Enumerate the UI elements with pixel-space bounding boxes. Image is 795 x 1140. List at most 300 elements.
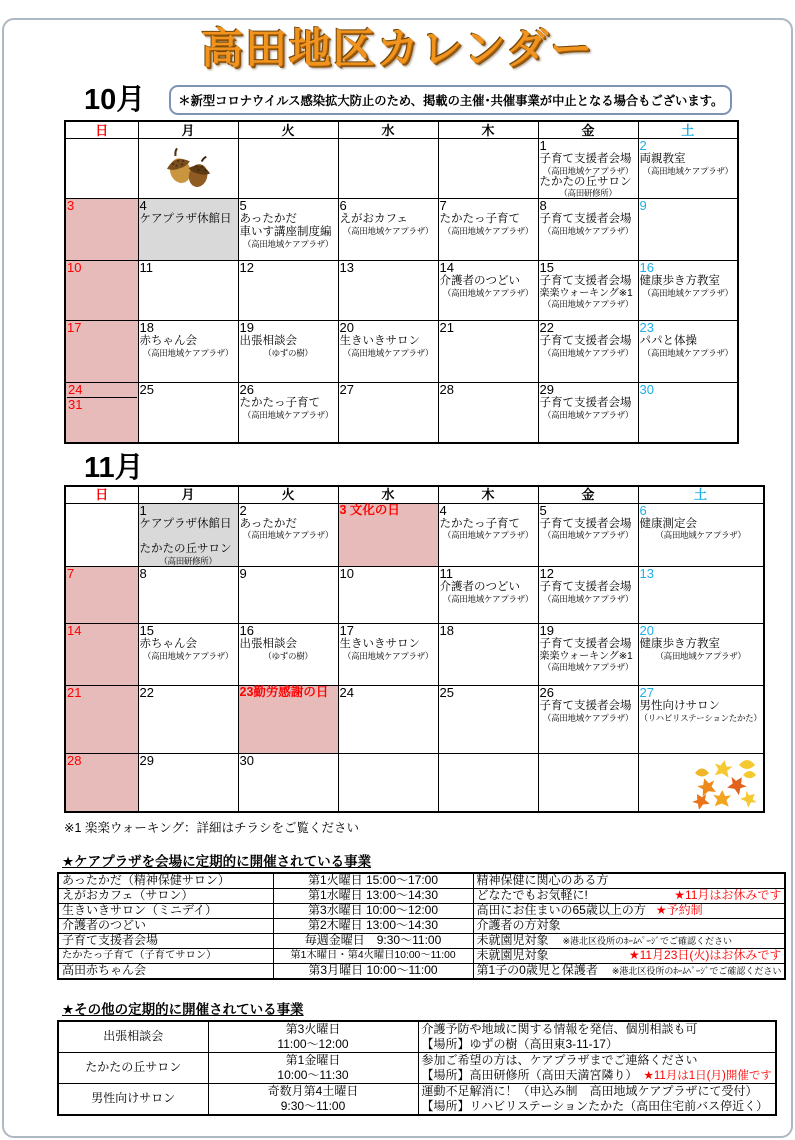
calendar-day-cell: [138, 139, 238, 199]
calendar-day-cell: [65, 261, 138, 321]
calendar-week-row: [65, 503, 764, 566]
calendar-day-cell: [338, 139, 438, 199]
schedule-time: 9:30～11:00: [280, 1098, 346, 1113]
program-name: 介護者のつどい: [58, 918, 273, 933]
day-number: 13: [639, 566, 654, 582]
event-venue: （リハビリステーションたかた）: [639, 712, 762, 723]
calendar-day-cell: [65, 199, 138, 261]
day-number: 7: [67, 566, 75, 582]
day-number: 4: [439, 502, 447, 518]
day-number: 17: [67, 320, 82, 336]
day-number: 28: [67, 753, 82, 769]
event-venue: （高田地域ケアプラザ）: [542, 347, 634, 358]
program-schedule: [208, 1052, 418, 1083]
program-schedule: [208, 1021, 418, 1053]
calendar-day-cell: [438, 321, 538, 383]
weekday-header-mon: 月: [138, 121, 238, 139]
calendar-day-cell: [438, 261, 538, 321]
event-line: えがおカフェ: [339, 213, 408, 226]
event-line: 赤ちゃん会: [139, 637, 197, 650]
event-line: 健康歩き方教室: [639, 275, 720, 288]
calendar-day-cell: [438, 199, 538, 261]
event-venue: （高田地域ケアプラザ）: [542, 165, 634, 176]
program-target: [473, 873, 785, 889]
day-number: 21: [439, 320, 454, 336]
calendar-day-cell: [138, 261, 238, 321]
event-venue: （高田地域ケアプラザ）: [342, 225, 434, 236]
calendar-day-cell: [438, 567, 538, 624]
calendar-day-cell: [438, 624, 538, 686]
event-venue: （高田地域ケアプラザ）: [542, 409, 634, 420]
schedule-time: 11:00～12:00: [277, 1036, 349, 1051]
day-number: 1: [539, 138, 547, 153]
calendar-split-day: [67, 398, 137, 412]
day-number: 8: [139, 566, 147, 582]
calendar-day-cell: [65, 754, 138, 812]
page-title: 高田地区カレンダー: [200, 25, 595, 72]
program-note-red: ★11月23日(火)はお休みです: [628, 947, 782, 962]
weekday-header-sun: 日: [65, 486, 138, 504]
calendar-week-row: [65, 754, 764, 812]
calendar-day-cell: [338, 199, 438, 261]
event-line: たかたの丘サロン: [139, 543, 232, 556]
day-number: 11: [439, 566, 453, 582]
day-number: 14: [67, 623, 82, 639]
calendar-day-cell: [65, 686, 138, 754]
day-number: 25: [439, 685, 454, 701]
event-line: 子育て支援者会場: [539, 335, 632, 348]
calendar-day-cell: [538, 383, 638, 443]
november-label: 11月: [84, 451, 144, 484]
day-number: 5: [539, 502, 547, 518]
event-line: 子育て支援者会場: [539, 580, 632, 593]
weekday-header-fri: 金: [538, 121, 638, 139]
calendar-day-cell: [238, 503, 338, 566]
program-note-red: ★予約制: [655, 902, 703, 917]
program-target: [473, 963, 785, 979]
program-name: 高田赤ちゃん会: [58, 963, 273, 979]
calendar-day-cell: [638, 321, 738, 383]
event-venue: （高田地域ケアプラザ）: [142, 650, 234, 661]
calendar-day-cell: [638, 383, 738, 443]
program-name: たかたの丘サロン: [58, 1052, 208, 1083]
event-line: たかたっ子育て: [439, 213, 520, 226]
description-line: 介護予防や地域に関する情報を発信、個別相談も可: [421, 1022, 698, 1037]
event-line: [140, 530, 237, 543]
event-line: 楽楽ウォーキング※1: [539, 650, 633, 662]
day-number: 31: [68, 397, 83, 413]
calendar-day-cell: [238, 754, 338, 812]
careplaza-events-heading: ★ケアプラザを会場に定期的に開催されている事業: [62, 853, 372, 869]
day-number: 10: [339, 566, 354, 582]
calendar-day-cell: [338, 567, 438, 624]
weekday-header-wed: 水: [338, 486, 438, 504]
holiday-label: 3 文化の日: [339, 502, 400, 517]
event-venue: （高田地域ケアプラザ）: [655, 530, 746, 541]
program-schedule: 第1木曜日・第4火曜日10:00～11:00: [273, 948, 473, 963]
event-line: たかたっ子育て: [439, 517, 520, 530]
event-line: 健康歩き方教室: [639, 637, 720, 650]
day-number: 6: [339, 198, 347, 214]
calendar-day-cell: [138, 624, 238, 686]
calendar-day-cell: [638, 261, 738, 321]
program-row: [58, 918, 785, 933]
day-number: 21: [67, 685, 82, 701]
program-row: [58, 1083, 776, 1115]
event-venue: （高田地域ケアプラザ）: [542, 593, 634, 604]
october-label: 10月: [84, 83, 146, 116]
day-number: 27: [339, 382, 354, 398]
calendar-day-cell: [138, 321, 238, 383]
calendar-day-cell: [438, 383, 538, 443]
other-events-heading: ★その他の定期的に開催されている事業: [62, 1001, 304, 1017]
program-target: [473, 888, 785, 903]
place-note-red: ★11月は1日(月)開催です: [643, 1069, 772, 1082]
event-line: 両親教室: [639, 152, 686, 165]
calendar-day-cell: [238, 624, 338, 686]
event-line: 子育て支援者会場: [539, 213, 632, 226]
day-number: 14: [439, 260, 454, 276]
event-line: 出張相談会: [239, 335, 297, 348]
walking-footnote: ※1 楽楽ウォーキング：詳細はチラシをご覧ください: [64, 820, 360, 835]
event-line: 介護者のつどい: [439, 275, 520, 288]
day-number: 20: [639, 623, 654, 639]
program-note-small: ※港北区役所のﾎｰﾑﾍﾟｰｼﾞでご確認ください: [562, 935, 733, 946]
calendar-day-cell: [65, 567, 138, 624]
program-row: [58, 933, 785, 948]
calendar-split-day: [67, 383, 137, 398]
day-number: 22: [539, 320, 554, 336]
event-venue: （高田地域ケアプラザ）: [655, 650, 746, 661]
program-note-red: ★11月はお休みです: [674, 887, 782, 902]
program-name: あったかだ（精神保健サロン）: [58, 873, 273, 889]
day-number: 22: [139, 685, 154, 701]
day-number: 24: [339, 685, 354, 701]
program-row: [58, 948, 785, 963]
event-line: 子育て支援者会場: [539, 699, 632, 712]
schedule-day: 奇数月第4土曜日: [267, 1084, 359, 1099]
event-venue: （高田地域ケアプラザ）: [542, 530, 634, 541]
target-text: 第1子の0歳児と保護者: [476, 962, 598, 977]
careplaza-events-table: [57, 872, 786, 980]
calendar-day-cell: [238, 383, 338, 443]
target-text: 介護者の方対象: [476, 917, 561, 932]
holiday-label: 23勤労感謝の日: [239, 685, 329, 700]
place-line: [422, 1068, 772, 1083]
event-venue: （高田研修所）: [559, 188, 617, 199]
calendar-day-cell: [538, 624, 638, 686]
event-line: ケアプラザ休館日: [139, 517, 232, 530]
calendar-week-row: [65, 383, 738, 443]
event-venue: （ゆずの樹）: [263, 347, 313, 358]
day-number: 17: [339, 623, 354, 639]
description-line: 参加ご希望の方は、ケアプラザまでご連絡ください: [421, 1052, 698, 1067]
day-number: 13: [339, 260, 354, 276]
calendar-week-row: [65, 139, 738, 199]
event-venue: （高田地域ケアプラザ）: [242, 409, 334, 420]
target-text: 未就園児対象: [476, 947, 549, 962]
program-target: [473, 918, 785, 933]
event-venue: （高田地域ケアプラザ）: [542, 225, 634, 236]
event-line: 出張相談会: [239, 637, 297, 650]
day-number: 24: [68, 382, 83, 398]
calendar-day-cell: [138, 686, 238, 754]
calendar-day-cell: [138, 199, 238, 261]
program-description: [418, 1021, 776, 1053]
weekday-header-sat: 土: [638, 121, 738, 139]
event-line: あったかだ: [239, 213, 297, 226]
calendar-day-cell: [338, 754, 438, 812]
calendar-day-cell: [138, 503, 238, 566]
weekday-header-sun: 日: [65, 121, 138, 139]
event-line: 車いす講座制度編: [239, 225, 332, 238]
calendar-day-cell: [338, 624, 438, 686]
calendar-day-cell: [238, 321, 338, 383]
calendar-day-cell: [438, 139, 538, 199]
event-line: 健康測定会: [639, 517, 697, 530]
weekday-header-sat: 土: [638, 486, 764, 504]
calendar-day-cell: [538, 199, 638, 261]
event-line: たかたの丘サロン: [539, 175, 632, 188]
day-number: 23: [639, 320, 654, 336]
november-calendar: [64, 485, 765, 813]
event-venue: （高田地域ケアプラザ）: [342, 347, 434, 358]
calendar-day-cell: [638, 199, 738, 261]
weekday-header-wed: 水: [338, 121, 438, 139]
day-number: 11: [139, 260, 153, 276]
day-number: 20: [339, 320, 354, 336]
calendar-day-cell: [238, 199, 338, 261]
other-events-table: [57, 1020, 777, 1116]
day-number: 8: [539, 198, 547, 214]
program-row: [58, 888, 785, 903]
calendar-day-cell: [138, 383, 238, 443]
calendar-week-row: [65, 199, 738, 261]
day-number: 29: [539, 382, 554, 398]
day-number: 18: [139, 320, 154, 336]
program-row: [58, 903, 785, 918]
weekday-header-thu: 木: [438, 121, 538, 139]
program-schedule: 第3月曜日 10:00～11:00: [273, 963, 473, 979]
weekday-header-thu: 木: [438, 486, 538, 504]
calendar-day-cell: [538, 567, 638, 624]
event-line: たかたっ子育て: [239, 397, 320, 410]
calendar-day-cell: [238, 139, 338, 199]
event-venue: （高田地域ケアプラザ）: [542, 712, 634, 723]
calendar-week-row: [65, 686, 764, 754]
target-text: どなたでもお気軽に!: [476, 887, 588, 902]
calendar-day-cell: [338, 383, 438, 443]
schedule-day: 第3火曜日: [285, 1022, 341, 1037]
calendar-day-cell: [538, 686, 638, 754]
calendar-day-cell: [338, 261, 438, 321]
program-schedule: 第1水曜日 13:00～14:30: [273, 888, 473, 903]
calendar-day-cell: [538, 321, 638, 383]
program-name: 出張相談会: [58, 1021, 208, 1053]
calendar-week-row: [65, 261, 738, 321]
program-name: たかたっ子育て（子育てサロン）: [58, 948, 273, 963]
program-target: [473, 948, 785, 963]
day-number: 9: [639, 198, 647, 214]
weekday-header-tue: 火: [238, 121, 338, 139]
day-number: 15: [139, 623, 154, 639]
day-number: 10: [67, 260, 82, 276]
day-number: 5: [239, 198, 247, 214]
day-number: 25: [139, 382, 154, 398]
event-line: ケアプラザ休館日: [139, 213, 232, 226]
calendar-day-cell: [138, 567, 238, 624]
program-name: 生きいきサロン（ミニデイ）: [58, 903, 273, 918]
place-text: 【場所】高田研修所（高田天満宮隣り）: [421, 1067, 638, 1082]
schedule-day: 第1金曜日: [285, 1053, 341, 1068]
calendar-day-cell: [638, 139, 738, 199]
event-venue: （高田地域ケアプラザ）: [242, 238, 334, 249]
event-line: 楽楽ウォーキング※1: [539, 287, 633, 299]
target-text: 未就園児対象: [476, 932, 549, 947]
event-line: 子育て支援者会場: [539, 637, 632, 650]
program-schedule: 毎週金曜日 9:30～11:00: [273, 933, 473, 948]
calendar-day-cell: [438, 503, 538, 566]
day-number: 16: [239, 623, 254, 639]
weekday-header-tue: 火: [238, 486, 338, 504]
day-number: 7: [439, 198, 447, 214]
calendar-day-cell: [238, 686, 338, 754]
place-text: 【場所】ゆずの樹（高田東3-11-17）: [421, 1036, 618, 1051]
program-schedule: 第1火曜日 15:00～17:00: [273, 873, 473, 889]
event-line: 男性向けサロン: [639, 699, 720, 712]
calendar-day-cell: [238, 261, 338, 321]
calendar-day-cell: [238, 567, 338, 624]
calendar-day-cell: [138, 754, 238, 812]
place-line: [422, 1099, 772, 1114]
program-row: [58, 1052, 776, 1083]
calendar-day-cell: [538, 503, 638, 566]
event-venue: （高田地域ケアプラザ）: [442, 225, 534, 236]
event-venue: （高田地域ケアプラザ）: [442, 593, 534, 604]
event-venue: （高田地域ケアプラザ）: [642, 165, 733, 176]
day-number: 19: [239, 320, 254, 336]
day-number: 28: [439, 382, 454, 398]
acorns-illustration: [140, 139, 237, 191]
event-venue: （ゆずの樹）: [263, 650, 313, 661]
event-venue: （高田地域ケアプラザ）: [342, 650, 434, 661]
calendar-day-cell: [638, 567, 764, 624]
calendar-week-row: [65, 624, 764, 686]
target-text: 高田にお住まいの65歳以上の方: [476, 902, 646, 917]
event-venue: （高田地域ケアプラザ）: [542, 299, 634, 310]
calendar-day-cell: [338, 321, 438, 383]
target-text: 精神保健に関心のある方: [476, 872, 609, 887]
calendar-day-cell: [638, 686, 764, 754]
event-venue: （高田研修所）: [159, 556, 217, 567]
day-number: 2: [639, 138, 647, 153]
program-row: [58, 963, 785, 979]
day-number: 12: [239, 260, 254, 276]
day-number: 18: [439, 623, 454, 639]
event-line: パパと体操: [639, 335, 697, 348]
weekday-header-mon: 月: [138, 486, 238, 504]
event-line: 赤ちゃん会: [139, 335, 197, 348]
calendar-day-cell: [438, 686, 538, 754]
place-line: [422, 1037, 772, 1052]
day-number: 9: [239, 566, 247, 582]
event-line: 介護者のつどい: [439, 580, 520, 593]
schedule-time: 10:00～11:30: [277, 1067, 349, 1082]
program-target: [473, 933, 785, 948]
program-schedule: 第3水曜日 10:00～12:00: [273, 903, 473, 918]
calendar-day-cell: [538, 139, 638, 199]
calendar-week-row: [65, 567, 764, 624]
event-line: 子育て支援者会場: [539, 397, 632, 410]
event-line: 子育て支援者会場: [539, 275, 632, 288]
event-line: 子育て支援者会場: [539, 152, 632, 165]
weekday-header-fri: 金: [538, 486, 638, 504]
weekday-header-row: [65, 121, 738, 139]
program-note-small: ※港北区役所のﾎｰﾑﾍﾟｰｼﾞでご確認ください: [611, 965, 782, 976]
program-description: [418, 1083, 776, 1115]
program-target: [473, 903, 785, 918]
october-header-row: [84, 84, 795, 116]
event-venue: （高田地域ケアプラザ）: [542, 661, 634, 672]
day-number: 29: [139, 753, 154, 769]
calendar-day-cell: [338, 686, 438, 754]
calendar-day-cell: [65, 503, 138, 566]
place-text: 【場所】リハビリステーションたかた（高田住宅前バス停近く）: [421, 1098, 769, 1113]
event-line: 生きいきサロン: [339, 637, 420, 650]
program-name: 男性向けサロン: [58, 1083, 208, 1115]
autumn-leaves-illustration: [640, 754, 762, 810]
calendar-day-cell: [65, 321, 138, 383]
october-calendar: [64, 120, 739, 444]
program-row: [58, 1021, 776, 1053]
event-venue: （高田地域ケアプラザ）: [642, 347, 733, 358]
calendar-day-cell: [65, 139, 138, 199]
event-venue: （高田地域ケアプラザ）: [442, 530, 534, 541]
day-number: 27: [639, 685, 654, 701]
weekday-header-row: [65, 486, 764, 504]
day-number: 26: [239, 382, 254, 398]
day-number: 26: [539, 685, 554, 701]
day-number: 15: [539, 260, 554, 276]
calendar-day-cell: [638, 624, 764, 686]
day-number: 30: [639, 382, 654, 398]
day-number: 2: [239, 502, 247, 518]
day-number: 6: [639, 502, 647, 518]
calendar-day-cell: [538, 754, 638, 812]
program-schedule: [208, 1083, 418, 1115]
day-number: 4: [139, 198, 147, 214]
calendar-day-cell: [65, 383, 138, 443]
event-venue: （高田地域ケアプラザ）: [242, 530, 334, 541]
day-number: 16: [639, 260, 654, 276]
calendar-day-cell: [638, 754, 764, 812]
description-line: 運動不足解消に！（申込み制 高田地域ケアプラザにて受付）: [421, 1084, 758, 1099]
event-line: 子育て支援者会場: [539, 517, 632, 530]
day-number: 30: [239, 753, 254, 769]
event-venue: （高田地域ケアプラザ）: [442, 287, 534, 298]
event-line: 生きいきサロン: [339, 335, 420, 348]
calendar-day-cell: [438, 754, 538, 812]
program-schedule: 第2木曜日 13:00～14:30: [273, 918, 473, 933]
calendar-day-cell: [538, 261, 638, 321]
calendar-week-row: [65, 321, 738, 383]
day-number: 1: [139, 502, 147, 518]
day-number: 19: [539, 623, 554, 639]
program-description: [418, 1052, 776, 1083]
calendar-day-cell: [65, 624, 138, 686]
event-venue: （高田地域ケアプラザ）: [142, 347, 234, 358]
day-number: 3: [67, 198, 75, 214]
